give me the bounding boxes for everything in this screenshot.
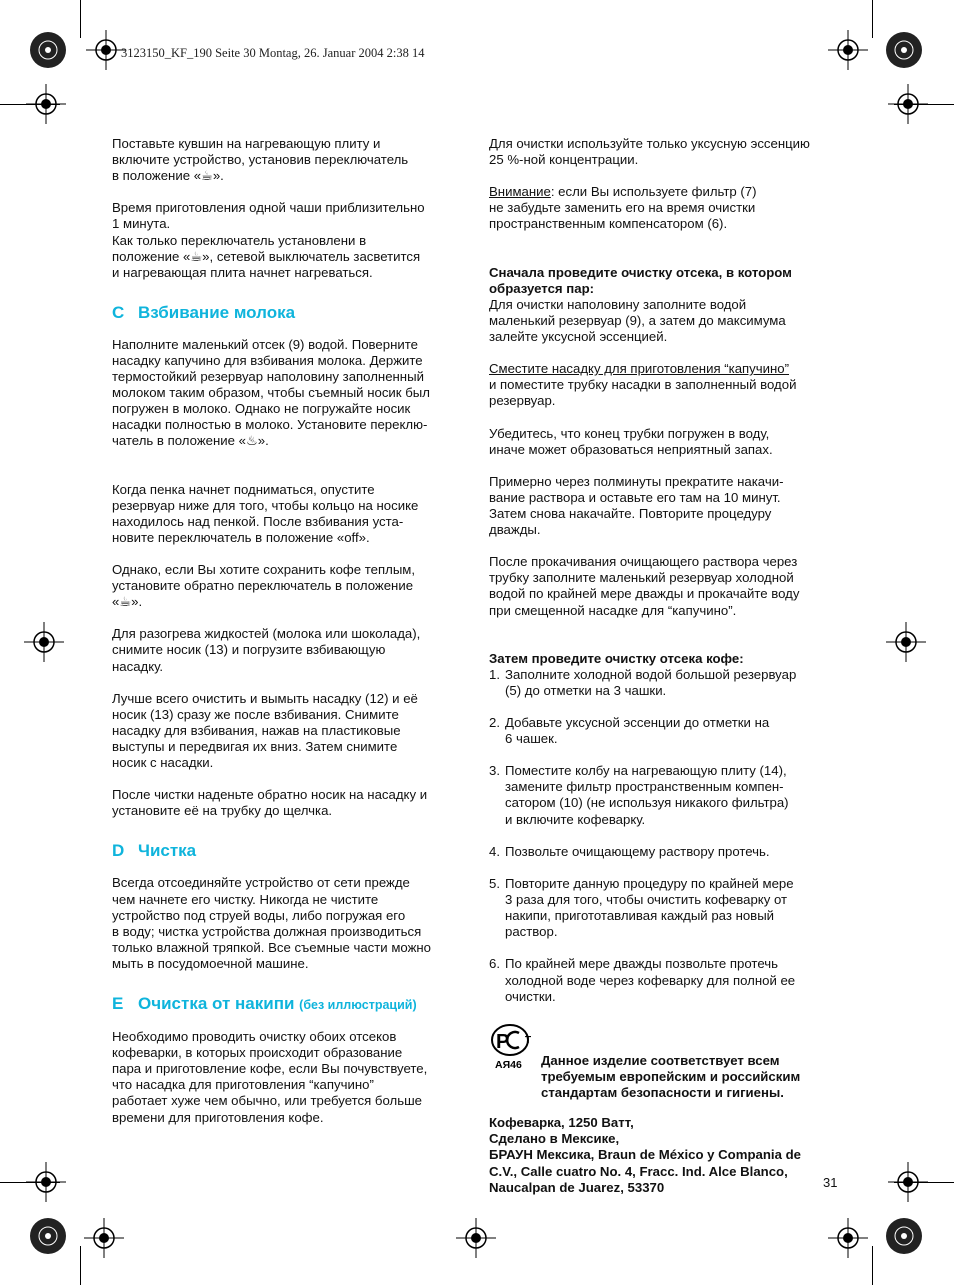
attention-label: Внимание bbox=[489, 184, 551, 200]
svg-text:P: P bbox=[496, 1030, 510, 1053]
step-text: Поместите колбу на нагревающую плиту (14), замените фильтр пространственным компен- сатором (10) (не используя никакого фильтра) и включите кофеварку. bbox=[505, 763, 789, 827]
step-number: 6. bbox=[489, 956, 500, 972]
paragraph: Примерно через полминуты прекратите накачи- вание раствора и оставьте его там на 10 минут. Затем снова накачайте. Повторите процедуру дважды. bbox=[489, 473, 784, 538]
trim-line bbox=[0, 1182, 60, 1183]
section-letter: C bbox=[112, 302, 125, 322]
registration-crosshair-icon bbox=[828, 30, 868, 70]
registration-crosshair-icon bbox=[886, 622, 926, 662]
left-column bbox=[112, 136, 467, 1142]
step-text: Добавьте уксусной эссенции до отметки на 6 чашек. bbox=[505, 715, 770, 747]
svg-text:T: T bbox=[525, 1034, 532, 1046]
step-number: 5. bbox=[489, 875, 500, 891]
section-title: Чистка bbox=[138, 841, 197, 861]
paragraph: Когда пенка начнет подниматься, опустите резервуар ниже для того, чтобы кольцо на носике находилось над пенкой. После взбивания уста- новите переключатель в положение «off». bbox=[112, 481, 419, 545]
attention-text: : если Вы используете фильтр (7) не забудьте заменить его на время очистки пространственным компенсатором (6). bbox=[489, 184, 757, 232]
trim-line bbox=[80, 0, 81, 38]
underlined-text: Сместите насадку для приготовления “капучино” bbox=[489, 361, 790, 377]
paragraph: Необходимо проводить очистку обоих отсеков кофеварки, в которых происходит образование пара и приготовление кофе, если Вы почувствуете, что насадка для приготовления “капучино” работает хуже чем обычно, или требуется больше времени для приготовления кофе. bbox=[112, 1029, 428, 1125]
step-number: 4. bbox=[489, 843, 500, 859]
registration-crosshair-icon bbox=[86, 30, 126, 70]
cert-code: АЯ46 bbox=[495, 1058, 522, 1071]
step-text: По крайней мере дважды позвольте протечь холодной воде через кофеварку для полной ее очистки. bbox=[505, 956, 796, 1004]
paragraph-text: и поместите трубку насадки в заполненный водой резервуар. bbox=[489, 377, 797, 409]
registration-crosshair-icon bbox=[884, 1216, 924, 1256]
paragraph: Лучше всего очистить и вымыть насадку (12) и её носик (13) сразу же после взбивания. Снимите насадку для взбивания, нажав на пластиковые выступы и передвигая их вниз. Затем снимите носик с насадки. bbox=[112, 690, 418, 771]
list-item bbox=[489, 763, 844, 827]
list-item bbox=[489, 667, 844, 699]
section-letter: D bbox=[112, 841, 125, 861]
registration-crosshair-icon bbox=[884, 30, 924, 70]
paragraph: Для разогрева жидкостей (молока или шоколада), снимите носик (13) и погрузите взбивающую насадку. bbox=[112, 626, 421, 674]
registration-crosshair-icon bbox=[828, 1218, 868, 1258]
attention-paragraph bbox=[489, 184, 844, 232]
list-item bbox=[489, 844, 844, 860]
paragraph: После чистки наденьте обратно носик на насадку и установите её на трубку до щелчка. bbox=[112, 787, 428, 819]
step-number: 2. bbox=[489, 715, 500, 730]
step-text: Заполните холодной водой большой резервуар (5) до отметки на 3 чашки. bbox=[505, 666, 797, 698]
list-item bbox=[489, 715, 844, 747]
manufacturer-text: Кофеварка, 1250 Ватт, Сделано в Мексике, БРАУН Мексика, Braun de México y Compania de C.V., Calle cuatro No. 4, Fracc. Ind. Alce Blanco, Naucalpan de Juarez, 53370 bbox=[489, 1115, 801, 1195]
section-heading-e bbox=[112, 994, 467, 1015]
manufacturer-info bbox=[489, 1115, 844, 1195]
section-title: Очистка от накипи bbox=[138, 994, 295, 1014]
right-column bbox=[489, 136, 844, 1212]
subheading-text: Затем проведите очистку отсека кофе: bbox=[489, 650, 744, 666]
trim-line bbox=[872, 0, 873, 38]
cleaning-steps-list bbox=[489, 667, 844, 1005]
paragraph: Наполните маленький отсек (9) водой. Поверните насадку капучино для взбивания молока. Держите термостойкий резервуар наполовину заполненный молоком таким образом, чтобы съемный носик был погружен в молоко. Однако не погружайте носик насадки полностью в молоко. Установите переклю- чатель в положение «♨». bbox=[112, 336, 430, 449]
list-item bbox=[489, 876, 844, 940]
print-slug: 3123150_KF_190 Seite 30 Montag, 26. Januar 2004 2:38 14 bbox=[121, 46, 425, 60]
list-item bbox=[489, 956, 844, 1004]
page-number: 31 bbox=[823, 1175, 838, 1190]
trim-line bbox=[872, 1246, 873, 1285]
step-text: Позвольте очищающему раствору протечь. bbox=[505, 843, 770, 859]
gost-certification-mark-icon bbox=[489, 1021, 535, 1071]
section-note: (без иллюстраций) bbox=[299, 998, 417, 1013]
paragraph: Однако, если Вы хотите сохранить кофе теплым, установите обратно переключатель в положение «☕». bbox=[112, 561, 416, 610]
registration-crosshair-icon bbox=[84, 1218, 124, 1258]
subheading-text: Сначала проведите очистку отсека, в котором образуется пар: bbox=[489, 264, 792, 296]
paragraph: Для очистки используйте только уксусную эссенцию 25 %-ной концентрации. bbox=[489, 136, 810, 168]
section-title: Взбивание молока bbox=[138, 302, 296, 322]
paragraph: Время приготовления одной чаши приблизительно 1 минута. Как только переключатель установлени в положение «☕», сетевой выключатель засветится и нагревающая плита начнет нагреваться. bbox=[112, 200, 425, 280]
registration-crosshair-icon bbox=[24, 622, 64, 662]
paragraph: Всегда отсоединяйте устройство от сети прежде чем начнете его чистку. Никогда не чистите устройство под струей воды, либо погружая его в воду; чистка устройства должная производиться только влажной тряпкой. Все съемные части можно мыть в посудомоечной машине. bbox=[112, 875, 432, 971]
step-text: Повторите данную процедуру по крайней мере 3 раза для того, чтобы очистить кофеварку от накипи, пригототавливая каждый раз новый раствор. bbox=[505, 875, 794, 940]
paragraph: Для очистки наполовину заполните водой маленький резервуар (9), а затем до максимума залейте уксусной эссенцией. bbox=[489, 296, 786, 344]
paragraph: Поставьте кувшин на нагревающую плиту и включите устройство, установив переключатель в положение «☕». bbox=[112, 136, 409, 184]
trim-line bbox=[894, 1182, 954, 1183]
trim-line bbox=[80, 1246, 81, 1285]
section-heading-d bbox=[112, 841, 467, 861]
trim-line bbox=[0, 104, 60, 105]
subheading-coffee bbox=[489, 651, 844, 667]
paragraph: Убедитесь, что конец трубки погружен в воду, иначе может образоваться неприятный запах. bbox=[489, 425, 773, 457]
trim-line bbox=[894, 104, 954, 105]
section-heading-c bbox=[112, 303, 467, 323]
registration-crosshair-icon bbox=[28, 30, 68, 70]
subheading-steam bbox=[489, 265, 844, 297]
certification-block bbox=[489, 1021, 844, 1101]
step-number: 3. bbox=[489, 763, 500, 779]
registration-crosshair-icon bbox=[28, 1216, 68, 1256]
registration-crosshair-icon bbox=[456, 1218, 496, 1258]
section-letter: E bbox=[112, 994, 124, 1014]
paragraph: После прокачивания очищающего раствора через трубку заполните маленький резервуар холодной водой по крайней мере дважды и прокачайте воду при смещенной насадке для “капучино”. bbox=[489, 554, 800, 618]
certification-text: Данное изделие соответствует всем требуемым европейским и российским стандартам безопасности и гигиены. bbox=[541, 1052, 801, 1101]
step-number: 1. bbox=[489, 666, 500, 682]
paragraph bbox=[489, 361, 844, 409]
